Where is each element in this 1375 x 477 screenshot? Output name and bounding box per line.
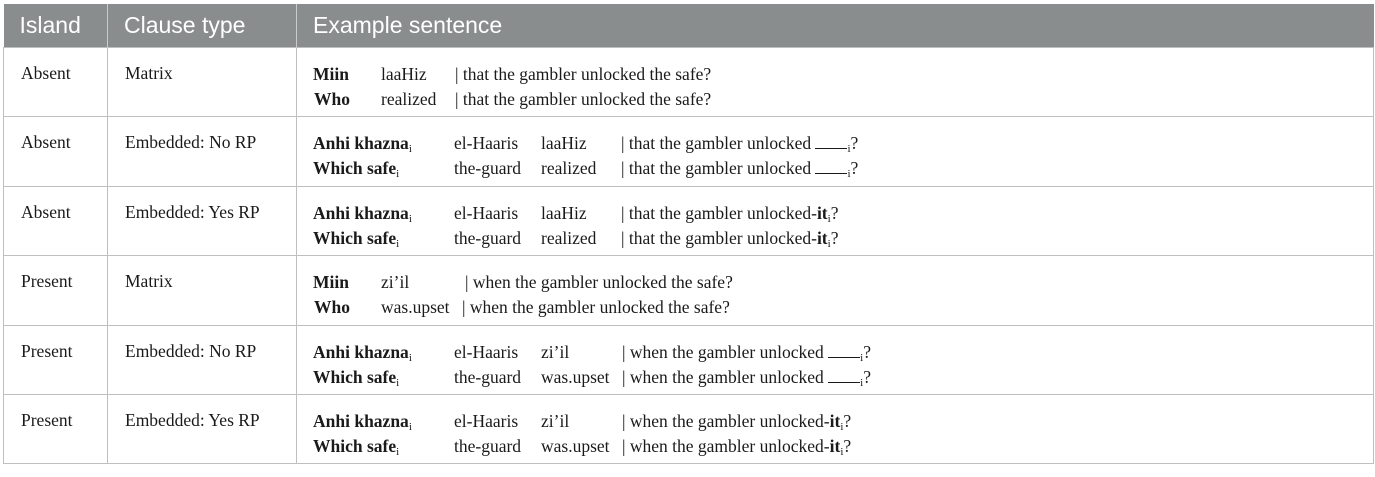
wh-word-text: Miin [313,64,349,84]
wh-phrase-text: Anhi khazna [313,411,409,431]
cell-example-sentence [297,117,1374,187]
clause-rest [455,64,711,85]
sentence-line [313,64,1373,89]
sentence-line [313,272,1373,297]
wh-phrase-text: Which safe [313,228,397,248]
index-subscript: i [396,168,400,180]
question-mark: ? [850,158,859,178]
index-subscript: i [408,143,412,155]
clause-rest-text: | that the gambler unlocked the safe? [455,89,712,109]
cell-clause-type: Embedded: No RP [108,117,297,187]
sentence-line [313,367,1373,392]
question-mark: ? [830,203,839,223]
clause-rest [465,272,733,293]
clause-rest-text: | when the gambler unlocked the safe? [462,297,730,317]
wh-phrase-text: Anhi khazna [313,203,409,223]
sentence-line [313,158,1373,183]
index-subscript: i [847,143,851,155]
verb [541,436,610,457]
cell-island: Absent [4,48,108,117]
table-body [4,48,1374,464]
verb [381,272,409,293]
subject [454,367,521,388]
cell-example-sentence [297,256,1374,326]
clause-rest-text: | when the gambler unlocked the safe? [465,272,733,292]
verb [541,228,596,249]
sentence-line [313,133,1373,158]
subject [454,411,518,432]
sentence-line [313,436,1373,461]
subject-text: the-guard [454,436,522,456]
wh-phrase [313,133,412,154]
cell-clause-type: Embedded: Yes RP [108,395,297,464]
table-row [4,395,1374,464]
cell-island: Present [4,326,108,395]
cell-island: Absent [4,187,108,256]
clause-rest [621,203,838,224]
subject-text: el-Haaris [454,411,519,431]
verb-text: zi’il [381,272,410,292]
verb-text: realized [541,228,597,248]
wh-word [314,297,350,318]
subject [454,342,518,363]
question-mark: ? [843,436,852,456]
index-subscript: i [396,446,400,458]
gap-blank [815,134,847,149]
subject [454,203,518,224]
index-subscript: i [396,377,400,389]
clause-rest-text: | when the gambler unlocked- [622,436,830,456]
verb-text: realized [381,89,437,109]
index-subscript: i [860,377,864,389]
verb [541,411,569,432]
cell-clause-type: Embedded: No RP [108,326,297,395]
wh-phrase [313,436,399,457]
sentence-line [313,411,1373,436]
gap-blank [815,159,847,174]
table-row [4,256,1374,326]
subject-text: el-Haaris [454,342,519,362]
verb-text: zi’il [541,342,570,362]
clause-rest-text: | that the gambler unlocked [621,158,816,178]
verb [541,367,610,388]
gap-blank [828,368,860,383]
question-mark: ? [863,342,871,362]
wh-phrase [313,228,399,249]
header-island: Island [4,4,108,48]
verb-text: laaHiz [381,64,427,84]
table-row [4,187,1374,256]
verb [541,342,569,363]
subject-text: the-guard [454,228,522,248]
index-subscript: i [840,421,844,433]
wh-phrase-text: Which safe [313,436,397,456]
cell-example-sentence [297,48,1374,117]
clause-rest [622,411,851,432]
clause-rest-text: | that the gambler unlocked [621,133,816,153]
clause-rest-text: | when the gambler unlocked [622,342,829,362]
wh-word-text: Miin [313,272,349,292]
subject [454,133,518,154]
clause-rest [462,297,730,318]
sentence-line [313,342,1373,367]
verb [381,297,450,318]
wh-phrase-text: Which safe [313,367,397,387]
clause-rest [622,342,871,363]
subject [454,228,521,249]
clause-rest-text: | when the gambler unlocked- [622,411,830,431]
subject-text: el-Haaris [454,203,519,223]
wh-word [314,89,350,110]
wh-word-text: Who [314,297,350,317]
clause-rest-text: | when the gambler unlocked [622,367,829,387]
wh-word [313,272,349,293]
wh-phrase-text: Anhi khazna [313,133,409,153]
clause-rest [622,436,851,457]
index-subscript: i [408,213,412,225]
index-subscript: i [408,352,412,364]
wh-phrase [313,158,399,179]
cell-example-sentence [297,187,1374,256]
wh-phrase-text: Anhi khazna [313,342,409,362]
index-subscript: i [847,168,851,180]
sentence-line [313,203,1373,228]
clause-rest [621,133,858,154]
clause-rest [455,89,711,110]
clause-rest [622,367,871,388]
resumptive-pronoun: it [829,411,841,431]
table-row [4,117,1374,187]
table-header-row [4,4,1374,48]
question-mark: ? [850,133,859,153]
example-sentences-table [3,4,1374,464]
cell-clause-type: Matrix [108,48,297,117]
index-subscript: i [827,213,831,225]
subject-text: the-guard [454,158,522,178]
subject-text: the-guard [454,367,522,387]
wh-phrase [313,203,412,224]
table-row [4,326,1374,395]
cell-example-sentence [297,326,1374,395]
wh-word-text: Who [314,89,350,109]
cell-clause-type: Embedded: Yes RP [108,187,297,256]
cell-example-sentence [297,395,1374,464]
verb-text: realized [541,158,597,178]
gap-blank [828,343,860,358]
verb-text: laaHiz [541,203,587,223]
verb-text: was.upset [541,436,610,456]
subject [454,158,521,179]
verb [541,203,587,224]
verb [541,158,596,179]
verb-text: was.upset [541,367,610,387]
clause-rest-text: | that the gambler unlocked the safe? [455,64,712,84]
verb [381,64,427,85]
header-clause-type: Clause type [108,4,297,48]
cell-clause-type: Matrix [108,256,297,326]
subject [454,436,521,457]
sentence-line [313,228,1373,253]
clause-rest-text: | that the gambler unlocked- [621,203,817,223]
wh-phrase [313,411,412,432]
wh-word [313,64,349,85]
question-mark: ? [830,228,839,248]
cell-island: Present [4,256,108,326]
index-subscript: i [827,238,831,250]
resumptive-pronoun: it [829,436,841,456]
resumptive-pronoun: it [816,228,828,248]
table-row [4,48,1374,117]
index-subscript: i [860,352,864,364]
verb-text: zi’il [541,411,570,431]
subject-text: el-Haaris [454,133,519,153]
verb-text: was.upset [381,297,450,317]
wh-phrase [313,342,412,363]
wh-phrase-text: Which safe [313,158,397,178]
verb [541,133,587,154]
resumptive-pronoun: it [816,203,828,223]
question-mark: ? [843,411,852,431]
wh-phrase [313,367,399,388]
index-subscript: i [396,238,400,250]
index-subscript: i [408,421,412,433]
clause-rest-text: | that the gambler unlocked- [621,228,817,248]
clause-rest [621,228,838,249]
header-example-sentence: Example sentence [297,4,1374,48]
verb-text: laaHiz [541,133,587,153]
clause-rest [621,158,858,179]
index-subscript: i [840,446,844,458]
cell-island: Present [4,395,108,464]
question-mark: ? [863,367,871,387]
sentence-line [313,297,1373,322]
cell-island: Absent [4,117,108,187]
verb [381,89,436,110]
sentence-line [313,89,1373,114]
